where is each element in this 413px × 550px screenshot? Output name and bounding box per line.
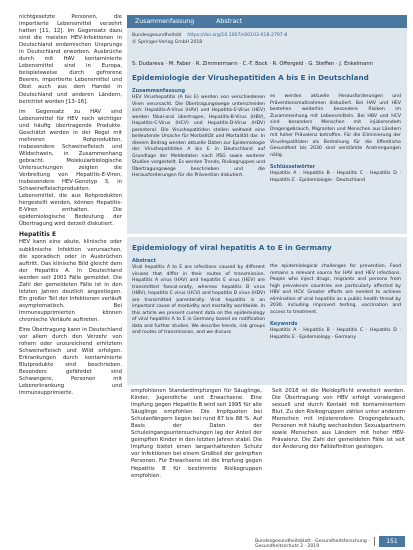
body-paragraph: Seit 2018 ist die Meldepflicht erweitert worden. Die Übertragung von HBV erfolgt vorwiegend sexuell und durch Kontakt mit kontaminiertem Blut. Zu den Risikogruppen zählen unter anderem Menschen mit injizierendem Drogengebrauch, Personen mit häufig wechselnden Sexualpartnern sowie Menschen aus Ländern mit hoher HBV-Prävalenz. Die Zahl der gemeldeten Fälle ist seit der Änderung der Falldefinition gestiegen.: [272, 388, 405, 451]
abstract-box: [127, 15, 407, 385]
subheading-zusammenfassung: Zusammenfassung: [132, 88, 186, 94]
journal-abbrev: Bundesgesundheitsbl: [132, 33, 182, 38]
body-paragraph: empfohlenen Standardimpfungen für Säuglinge, Kinder, Jugendliche und Erwachsene. Eine Impfung gegen Hepatitis B wird seit 1995 für alle Säuglinge empfohlen. Die Impfquoten bei Schulanfängern liegen bei rund 87 bis 88 %. Auf Basis der Daten der Schuleingangsuntersuchungen lag der Anteil der geimpften Kinder in den letzten Jahren stabil. Die Impfung bietet einen langanhaltenden Schutz vor Infektionen bei einem Großteil der geimpften Personen. Für Erwachsene ist die Impfung gegen Hepatitis B für bestimmte Risikogruppen empfohlen.: [131, 388, 262, 479]
left-paragraph: HEV kann eine akute, klinische oder subklinische Infektion verursachen, die sporadisch oder in Ausbrüchen auftritt. Das klinische Bild gleicht dem der Hepatitis A. In Deutschland werden seit 2001 Fälle gemeldet. Die Zahl der gemeldeten Fälle ist in den letzten Jahren deutlich angestiegen. Ein großer Teil der Infektionen verläuft asymptomatisch. Bei Immunsupprimierten können chronische Verläufe auftreten.: [19, 239, 122, 323]
title-german: Epidemiologie der Virushepatitiden A bis E in Deutschland: [132, 73, 369, 82]
author-list: S. Dudareva · M. Faber · R. Zimmermann · C.-T. Bock · R. Offergeld · G. Steffen · J. Enkelmann: [132, 61, 373, 67]
abstract-divider: [127, 234, 407, 237]
footer-separator: [374, 537, 375, 546]
subheading-abstract: Abstract: [132, 258, 157, 264]
page-number: 151: [379, 536, 405, 547]
header-label-german: Zusammenfassung: [135, 18, 195, 25]
left-text-column: [19, 14, 122, 397]
doi-link[interactable]: https://doi.org/10.1007/s00103-018-2797-8: [187, 33, 288, 38]
abstract-german-col2: [270, 94, 401, 184]
body-column-right: [272, 388, 405, 451]
abstract-english-col1: [132, 258, 265, 337]
abstract-english-text: Viral hepatitis A to E are infections caused by different viruses that differ in their routes of transmission. Hepatitis A virus (HAV) and hepatitis E virus (HEV) are transmitted faecal-orally, whereas hepatitis B virus (HBV), hepatitis C virus (HCV) and hepatitis D virus (HDV) are transmitted parenterally. Viral hepatitis is an important cause of morbidity and mortality worldwide. In this article we present current data on the epidemiology of viral hepatitis A to E in Germany based on notification data and further studies. We describe trends, risk groups and routes of transmission, and we discuss: [132, 265, 265, 335]
abstract-english-col2: [270, 264, 401, 341]
header-label-english: Abstract: [216, 18, 243, 25]
abstract-header-bar: [127, 15, 407, 28]
abstract-english-text-cont: the epidemiological challenges for prevention. Food remains a relevant source for HAV and HEV infections. People who inject drugs, migrants and persons from high prevalence countries are particularly affected by HBV and HCV. Greater efforts are needed to achieve elimination of viral hepatitis as a public health threat by 2030, including improved testing, vaccination and access to treatment.: [270, 264, 401, 315]
left-paragraph: Im Gegensatz zu HAV sind Lebensmittel für HEV noch wichtiger und häufig übertragende Produkte. Geschätzt werden in der Regel mit mehreren Rohprodukten, insbesondere Schweinefleisch und Wildschwein, in Zusammenhang gebracht. Molekularbiologische Untersuchungen zeigten die Verbreitung von Hepatitis-E-Viren, insbesondere HEV-Genotyp 3, in Schweinefleischprodukten. Lebensmittel, die aus Rohprodukten hergestellt werden, können Hepatitis-E-Viren enthalten. Die epidemiologische Bedeutung der Übertragung wird derzeit diskutiert.: [19, 108, 122, 228]
abstract-german-col1: [132, 88, 265, 180]
title-english: Epidemiology of viral hepatitis A to E in Germany: [132, 243, 332, 252]
copyright-line: © Springer-Verlag GmbH 2018: [132, 40, 203, 45]
journal-footer: Bundesgesundheitsblatt · Gesundheitsforschung · Gesundheitsschutz 2 · 2019: [255, 539, 370, 549]
keywords-heading-german: Schlüsselwörter: [270, 164, 316, 170]
left-paragraph: Eine Übertragung kann in Deutschland vor allem durch den Verzehr von rohem oder unzureichend erhitztem Schweinefleisch und Wild erfolgen. Erkrankungen durch kontaminierte Blutprodukte sind beschrieben. Besonders gefährdet sind Schwangere, Personen mit Lebererkrankung und Immunsupprimierte.: [19, 327, 122, 397]
article-meta: [132, 32, 287, 46]
abstract-german-text: HEV Virushepatitis (A bis E) werden von verschiedenen Viren verursacht. Die Übertragungswege unterscheiden sich: Hepatitis-A-Virus (HAV) und Hepatitis-E-Virus (HEV) werden fäkal-oral übertragen, Hepatitis-B-Virus (HBV), Hepatitis-C-Virus (HCV) und Hepatitis-D-Virus (HDV) parenteral. Die Virushepatitiden stellen weltweit eine bedeutende Ursache für Morbidität und Mortalität dar. In diesem Beitrag werden aktuelle Daten zur Epidemiologie der Virushepatitiden A bis E in Deutschland auf Grundlage der Meldedaten nach IfSG sowie weiterer Studien vorgestellt. Es werden Trends, Risikogruppen und Übertragungswege beschrieben und die Herausforderungen für die Prävention diskutiert.: [132, 95, 265, 178]
keywords-english: Hepatitis A · Hepatitis B · Hepatitis C · Hepatitis D · Hepatitis E · Epidemiology · Germany: [270, 328, 401, 340]
body-column-middle: [131, 388, 262, 480]
abstract-german-text-cont: es werden aktuelle Herausforderungen und Präventionsmaßnahmen diskutiert. Bei HAV und HEV bestehen weiterhin besondere Risiken im Zusammenhang mit Lebensmitteln. Bei HBV und HCV sind besonders Menschen mit injizierendem Drogengebrauch, Migranten und Menschen aus Ländern mit hoher Prävalenz betroffen. Für die Eliminierung der Virushepatitiden als Bedrohung für die öffentliche Gesundheit bis 2030 sind verstärkte Anstrengungen nötig.: [270, 94, 401, 158]
section-heading-hepatitis-e: Hepatitis E: [19, 231, 57, 239]
left-paragraph: nichtgesetzte Personen, die importierte Lebensmittel verzehrt hatten [11, 12]. Im Gegensatz dazu sind die meisten HEV-Infektionen in Deutschland endemischen Ursprungs in Deutschland erworben. Ausbrüche durch mit HAV kontaminierte Lebensmittel sind in Europa, beispielsweise durch gefrorene Beeren, importierte Lebensmittel und Obst auch aus dem Handel in Deutschland und anderen Ländern, berichtet worden [13–16].: [19, 14, 122, 105]
keywords-german: Hepatitis A · Hepatitis B · Hepatitis C · Hepatitis D · Hepatitis E · Epidemiologie · Deutschland: [270, 171, 401, 183]
keywords-heading-english: Keywords: [270, 321, 298, 327]
